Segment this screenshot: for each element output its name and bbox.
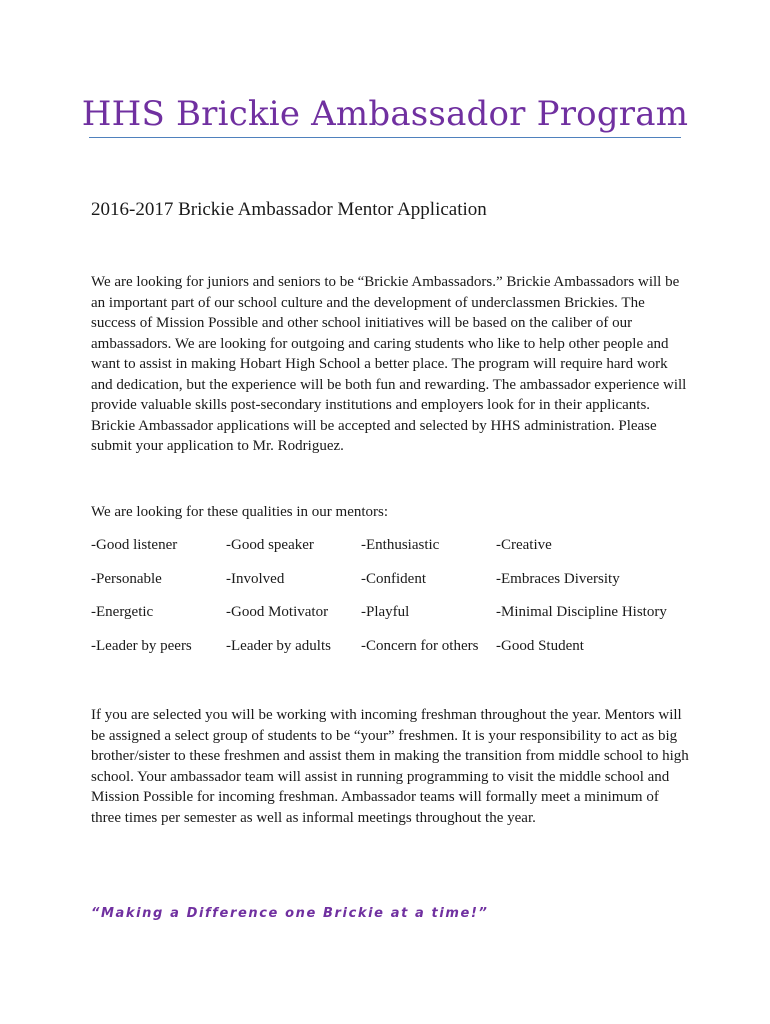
- quality-item: -Good Motivator: [226, 604, 329, 620]
- quality-item: -Good listener: [91, 537, 178, 553]
- quality-item: -Good speaker: [226, 537, 314, 553]
- application-subtitle: 2016-2017 Brickie Ambassador Mentor Application: [91, 199, 487, 220]
- selection-paragraph: If you are selected you will be working with incoming freshman throughout the year. Mentors will be assigned a select group of students to be “your” freshmen. It is your responsibility to act as big brother/sister to these freshmen and assist them in making the transition from middle school to high school. Your ambassador team will assist in running programming to visit the middle school and Mission Possible for incoming freshman. Ambassador teams will formally meet a minimum of three times per semester as well as informal meetings throughout the year.: [91, 707, 689, 826]
- title-divider: [89, 137, 681, 138]
- qualities-grid: [91, 537, 681, 671]
- quality-item: -Personable: [91, 570, 162, 587]
- quality-item: -Involved: [226, 570, 285, 587]
- quality-item: -Playful: [361, 604, 410, 620]
- qualities-intro: We are looking for these qualities in our mentors:: [91, 504, 389, 520]
- quality-item: -Creative: [496, 537, 552, 553]
- intro-paragraph: We are looking for juniors and seniors to be “Brickie Ambassadors.” Brickie Ambassadors will be an important part of our school culture and the development of underclassmen Brickies. The success of Mission Possible and other school initiatives will be based on the caliber of our ambassadors. We are looking for outgoing and caring students who like to help other people and want to assist in making Hobart High School a better place. The program will require hard work and dedication, but the experience will be both fun and rewarding. The ambassador experience will provide valuable skills post-secondary institutions and employers look for in their applicants. Brickie Ambassador applications will be accepted and selected by HHS administration. Please submit your application to Mr. Rodriguez.: [91, 274, 687, 454]
- motto-quote: “Making a Difference one Brickie at a time!”: [91, 906, 489, 921]
- quality-item: -Leader by peers: [91, 637, 192, 654]
- quality-item: -Enthusiastic: [361, 537, 440, 553]
- page-title: HHS Brickie Ambassador Program: [81, 94, 689, 134]
- quality-item: -Embraces Diversity: [496, 570, 620, 587]
- quality-item: -Leader by adults: [226, 637, 331, 654]
- quality-item: -Concern for others: [361, 637, 479, 654]
- quality-item: -Confident: [361, 570, 426, 587]
- quality-item: -Good Student: [496, 637, 584, 654]
- quality-item: -Energetic: [91, 604, 154, 620]
- quality-item: -Minimal Discipline History: [496, 604, 667, 620]
